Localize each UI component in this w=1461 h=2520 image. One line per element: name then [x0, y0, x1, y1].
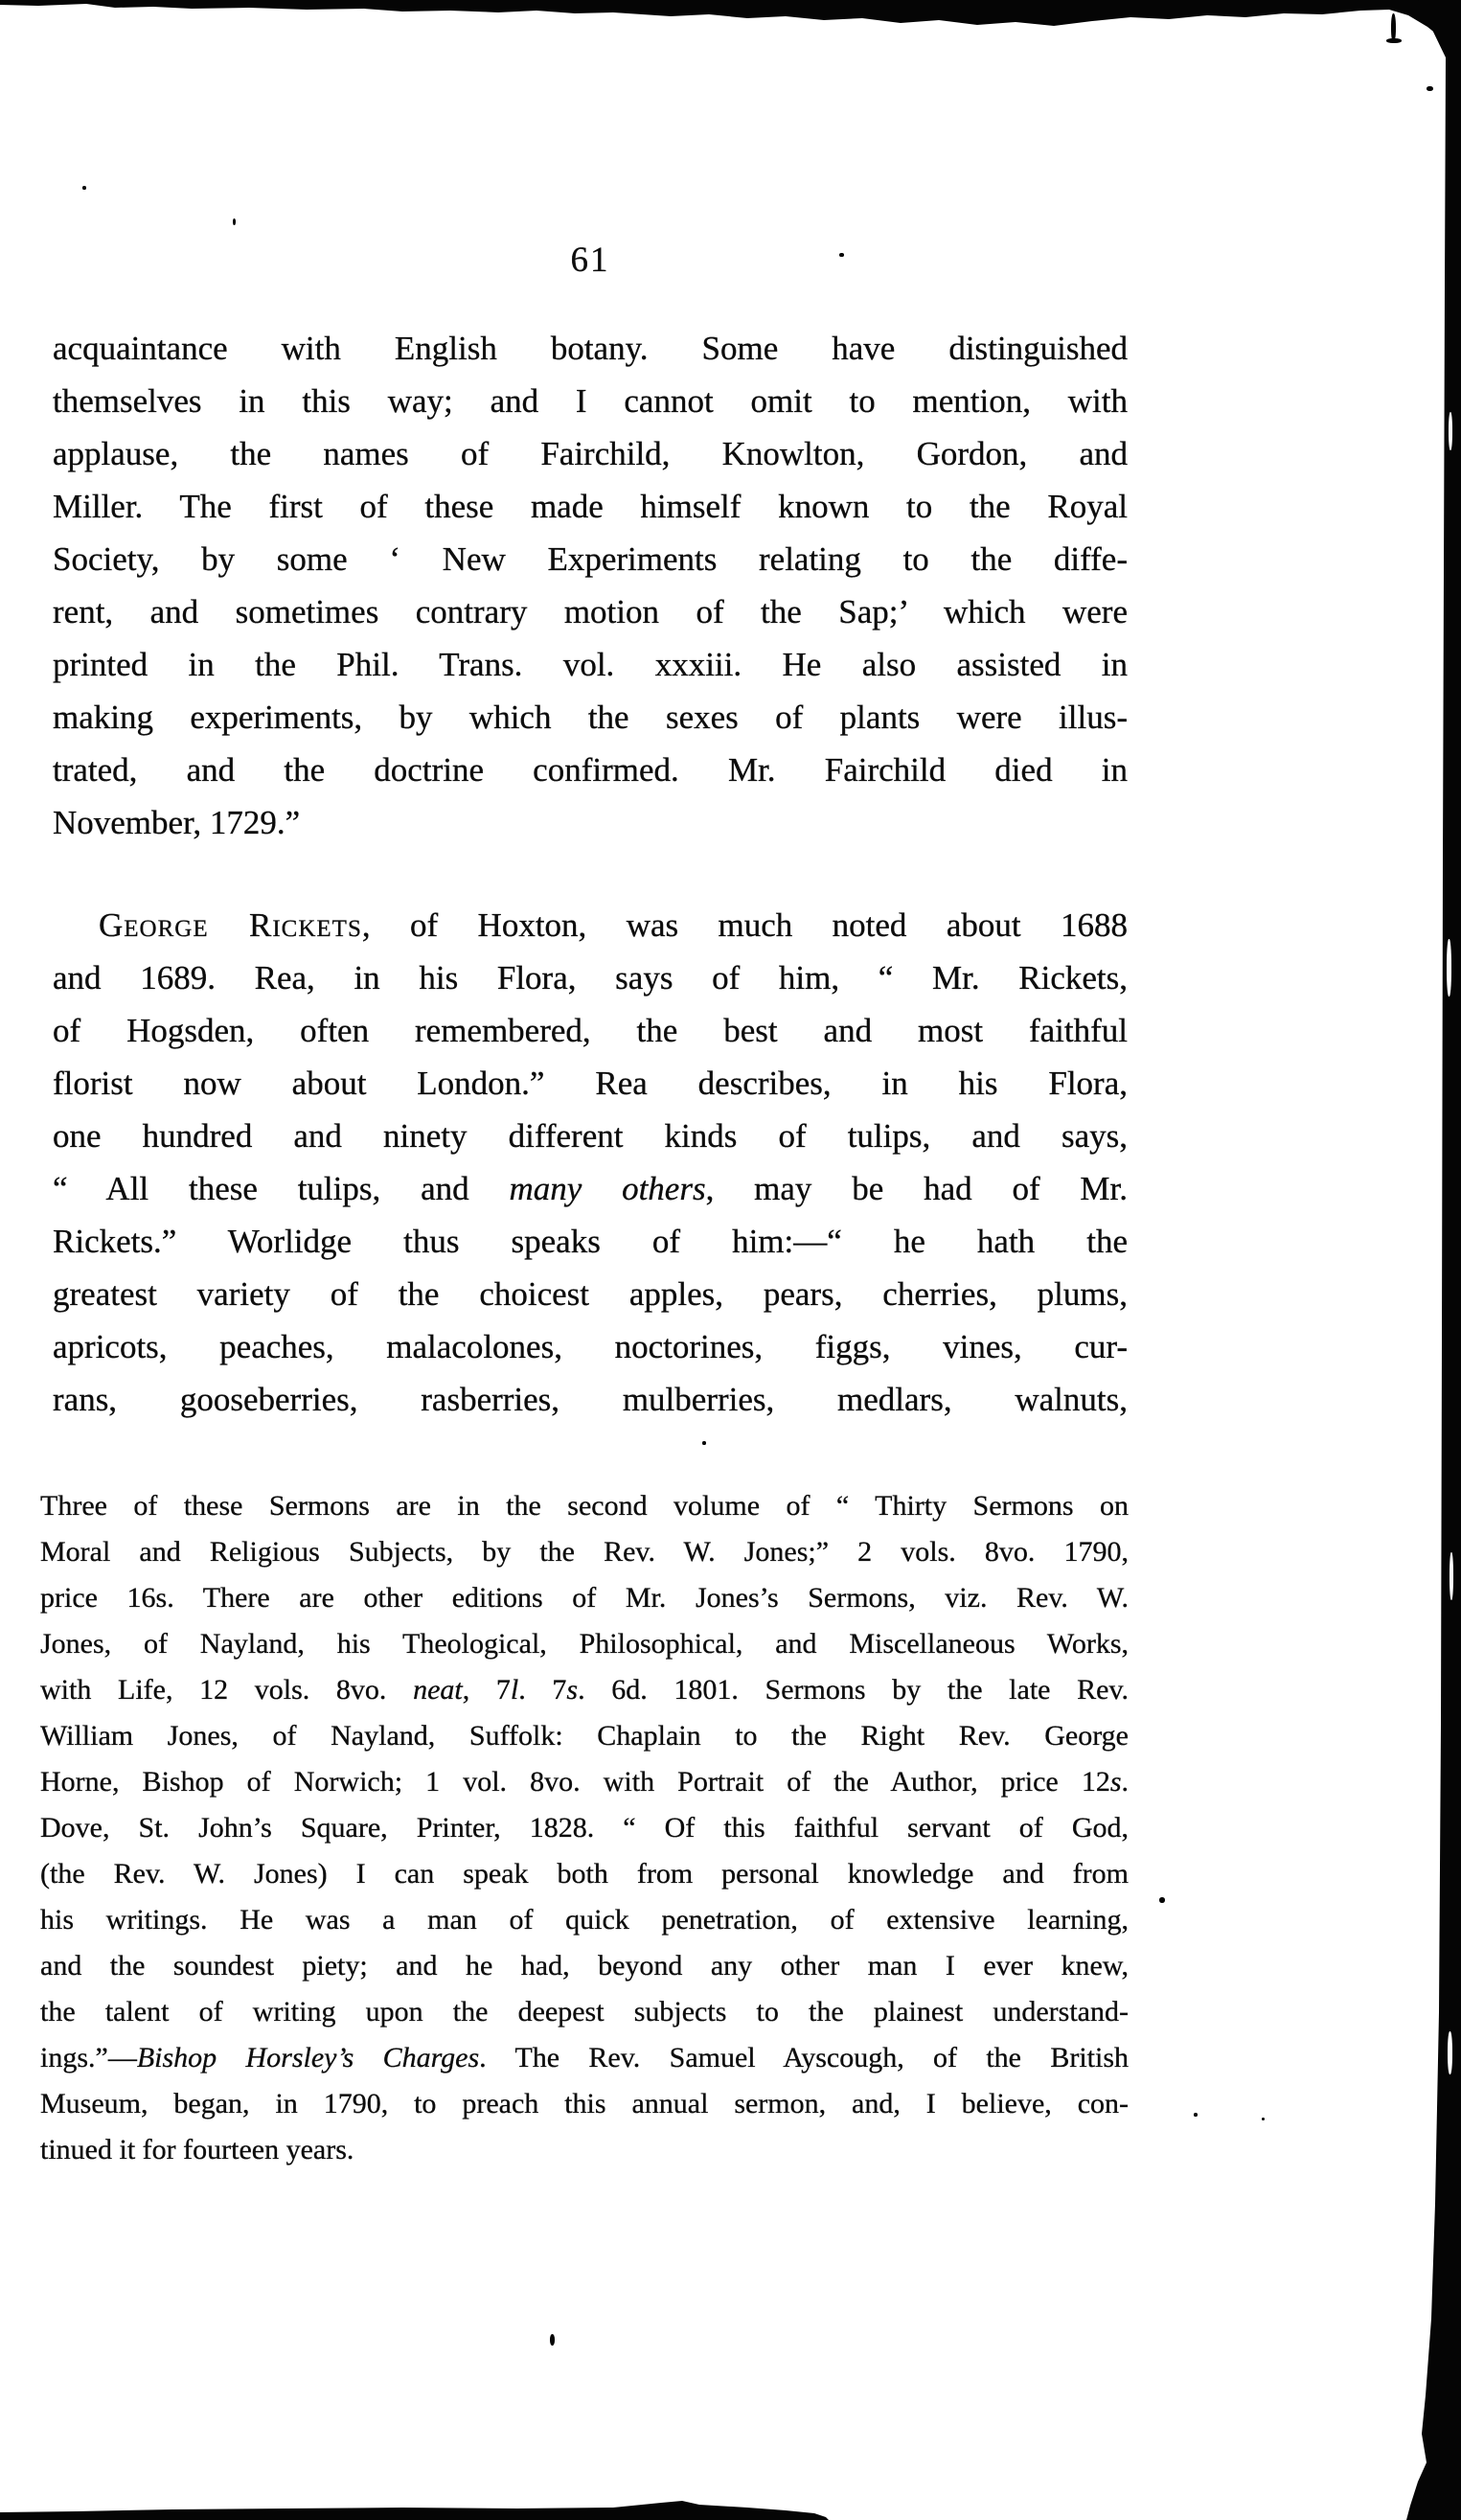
text-run: Moral and Religious Subjects, by the Rev. W. Jones;” 2 vols. 8vo. 1790, [40, 1536, 1129, 1568]
text-run: one hundred and ninety different kinds of tulips, and says, [53, 1117, 1128, 1155]
text-line [53, 1215, 1128, 1268]
scan-speck [1447, 939, 1451, 997]
italic-text: s [566, 1674, 579, 1706]
scan-artifact-bottom-edge [0, 2501, 829, 2520]
text-line [53, 744, 1128, 796]
text-run: themselves in this way; and I cannot omit to mention, with [53, 382, 1128, 420]
text-run: greatest variety of the choicest apples, pears, cherries, plums, [53, 1275, 1128, 1313]
text-line [53, 480, 1128, 533]
text-run: Miller. The first of these made himself known to the Royal [53, 488, 1128, 525]
text-run: acquaintance with English botany. Some have distinguished [53, 330, 1128, 367]
text-line [53, 1057, 1128, 1110]
text-line [40, 1805, 1129, 1851]
text-line [53, 899, 1128, 951]
text-run: with Life, 12 vols. 8vo. [40, 1674, 414, 1706]
text-line [40, 1621, 1129, 1667]
text-line [40, 1529, 1129, 1575]
text-run: . The Rev. Samuel Ayscough, of the British [479, 2042, 1129, 2073]
text-run: rans, gooseberries, rasberries, mulberries, medlars, walnuts, [53, 1381, 1128, 1418]
text-run: , may be had of Mr. [705, 1170, 1128, 1207]
text-line [53, 375, 1128, 427]
text-line [53, 1268, 1128, 1320]
text-line [40, 1575, 1129, 1621]
text-run: apricots, peaches, malacolones, noctorines, figgs, vines, cur- [53, 1328, 1128, 1365]
text-line [53, 638, 1128, 691]
scan-artifact-top-edge [0, 0, 1461, 44]
text-run: Dove, St. John’s Square, Printer, 1828. “ Of this faithful servant of God, [40, 1812, 1129, 1844]
text-run: , 7 [462, 1674, 511, 1706]
scan-speck [702, 1441, 706, 1445]
italic-text: neat [413, 1674, 463, 1706]
text-run: Horne, Bishop of Norwich; 1 vol. 8vo. with Portrait of the Author, price 12 [40, 1766, 1110, 1798]
text-line [53, 585, 1128, 638]
paragraph [40, 1483, 1129, 2173]
text-line [40, 1943, 1129, 1989]
text-run: florist now about London.” Rea describes, in his Flora, [53, 1065, 1128, 1102]
text-line [53, 951, 1128, 1004]
italic-text: s [1109, 1766, 1122, 1798]
text-run: and 1689. Rea, in his Flora, says of him, “ Mr. Rickets, [53, 959, 1128, 997]
text-line [53, 1320, 1128, 1373]
scan-speck [550, 2334, 555, 2346]
text-run: , of Hoxton, was much noted about 1688 [361, 906, 1128, 944]
scan-speck [839, 253, 844, 257]
scan-speck [82, 186, 86, 190]
text-run: trated, and the doctrine confirmed. Mr. Fairchild died in [53, 751, 1128, 789]
paragraph [53, 322, 1128, 849]
text-line [53, 796, 1128, 849]
text-run: . 6d. 1801. Sermons by the late Rev. [578, 1674, 1129, 1706]
text-line [40, 1989, 1129, 2035]
text-line [40, 2127, 1129, 2173]
text-line [40, 1759, 1129, 1805]
text-run: . 7 [518, 1674, 567, 1706]
text-run: (the Rev. W. Jones) I can speak both from personal knowledge and from [40, 1858, 1129, 1890]
text-run: applause, the names of Fairchild, Knowlton, Gordon, and [53, 435, 1128, 472]
text-run: tinued it for fourteen years. [40, 2134, 354, 2165]
text-run: November, 1729.” [53, 804, 301, 841]
text-line [53, 1373, 1128, 1426]
text-run: the talent of writing upon the deepest subjects to the plainest understand- [40, 1996, 1129, 2027]
text-run: ings.”— [40, 2042, 137, 2073]
scan-speck [1448, 2031, 1452, 2074]
text-run: “ All these tulips, and [53, 1170, 510, 1207]
text-run: and the soundest piety; and he had, beyond any other man I ever knew, [40, 1950, 1129, 1982]
italic-text: Bishop Horsley’s Charges [136, 2042, 480, 2073]
scan-speck [1194, 2113, 1198, 2117]
text-line [53, 1110, 1128, 1162]
text-line [53, 533, 1128, 585]
text-line [53, 1004, 1128, 1057]
text-run: Rickets.” Worlidge thus speaks of him:—“ he hath the [53, 1223, 1128, 1260]
text-run: Three of these Sermons are in the second volume of “ Thirty Sermons on [40, 1490, 1129, 1522]
paragraph [53, 899, 1128, 1426]
scan-speck [1262, 2118, 1265, 2120]
scan-speck [1449, 412, 1452, 450]
text-run: William Jones, of Nayland, Suffolk: Chaplain to the Right Rev. George [40, 1720, 1129, 1752]
text-line [40, 1851, 1129, 1897]
text-line [40, 2035, 1129, 2081]
body-text [53, 322, 1128, 1426]
text-run: Museum, began, in 1790, to preach this annual sermon, and, I believe, con- [40, 2088, 1129, 2119]
italic-text: many others [509, 1170, 706, 1207]
page-number: 61 [570, 241, 610, 280]
text-line [53, 691, 1128, 744]
text-run: Jones, of Nayland, his Theological, Philosophical, and Miscellaneous Works, [40, 1628, 1129, 1660]
italic-text: l [510, 1674, 519, 1706]
text-line [40, 1897, 1129, 1943]
text-run: making experiments, by which the sexes of plants were illus- [53, 699, 1128, 736]
text-line [40, 1713, 1129, 1759]
text-run: of Hogsden, often remembered, the best and most faithful [53, 1012, 1128, 1049]
text-line [40, 1667, 1129, 1713]
scan-speck [233, 218, 236, 225]
footnote-text [40, 1483, 1129, 2173]
text-run: printed in the Phil. Trans. vol. xxxiii. He also assisted in [53, 646, 1128, 683]
text-run: his writings. He was a man of quick penetration, of extensive learning, [40, 1904, 1129, 1936]
scan-speck [1450, 1552, 1453, 1600]
text-line [40, 1483, 1129, 1529]
text-run: price 16s. There are other editions of Mr. Jones’s Sermons, viz. Rev. W. [40, 1582, 1129, 1614]
scan-speck [1427, 86, 1433, 91]
scan-artifact-right-gutter [1406, 0, 1461, 2520]
text-line [53, 1162, 1128, 1215]
text-run: Society, by some ‘ New Experiments relating to the diffe- [53, 540, 1128, 578]
scan-speck [1386, 38, 1402, 43]
text-run: rent, and sometimes contrary motion of the Sap;’ which were [53, 593, 1128, 630]
text-line [53, 427, 1128, 480]
text-line [40, 2081, 1129, 2127]
text-line [53, 322, 1128, 375]
small-caps-text: George Rickets [99, 906, 362, 944]
scan-speck [1159, 1897, 1165, 1903]
text-run: . [1121, 1766, 1129, 1798]
